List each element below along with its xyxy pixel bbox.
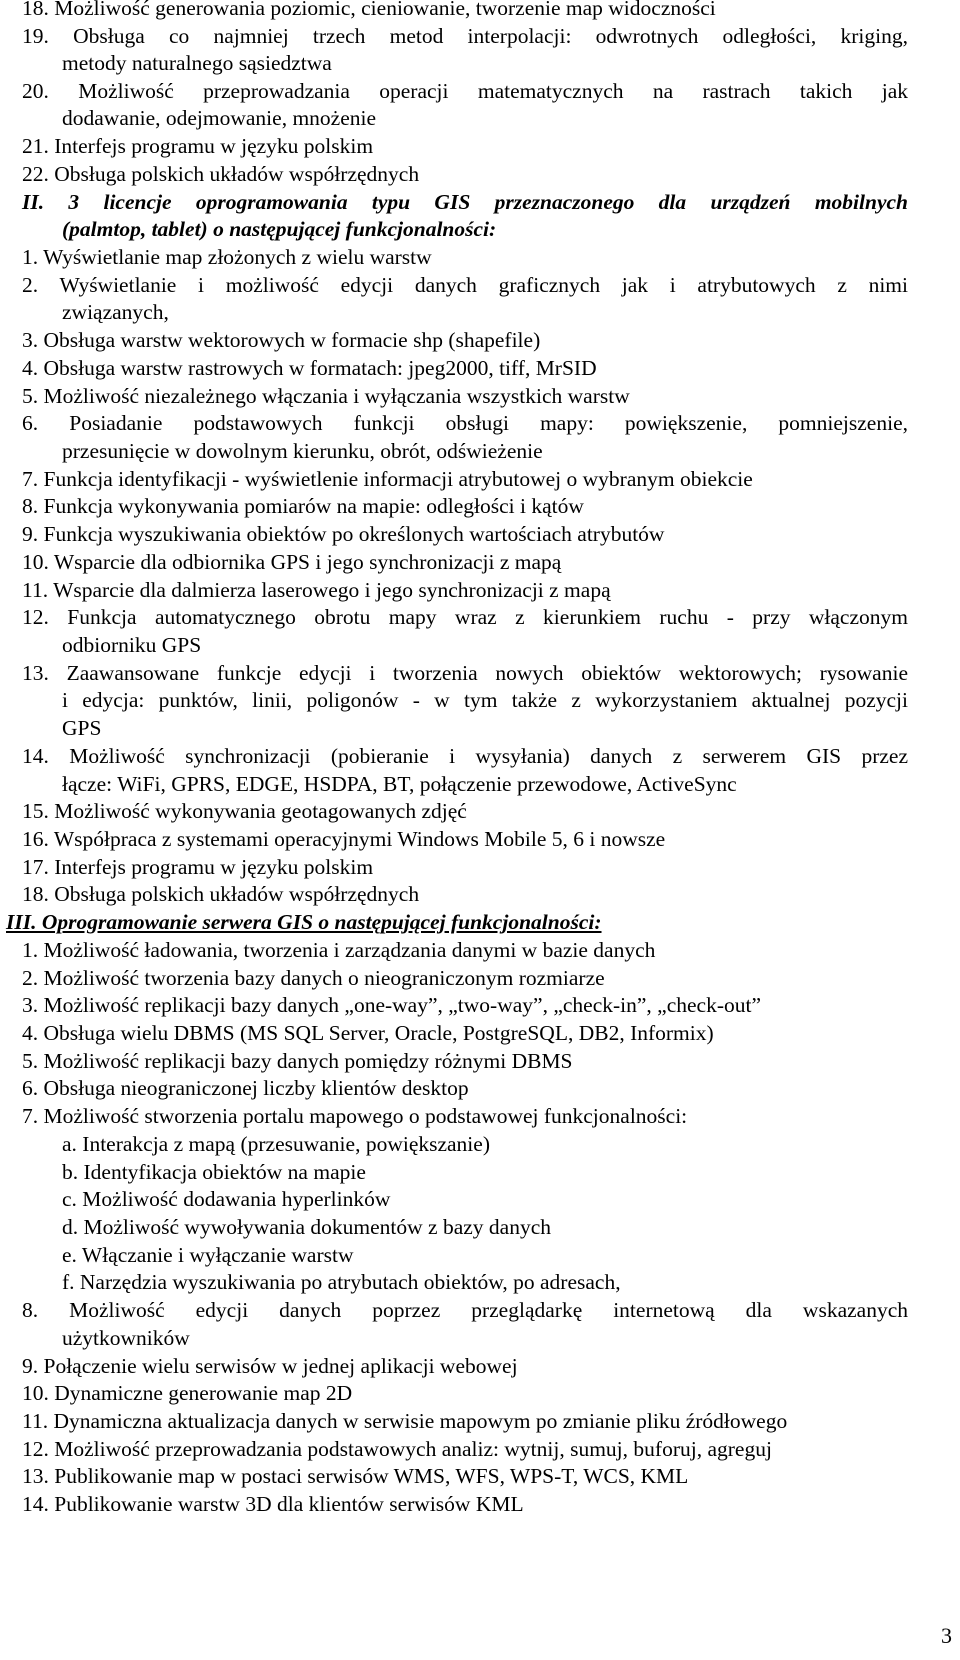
list-item: 9. Funkcja wyszukiwania obiektów po określonych wartościach atrybutów [22,522,665,546]
list-item: 6. Obsługa nieograniczonej liczby klientów desktop [22,1076,469,1100]
list-item: 19. Obsługa co najmniej trzech metod interpolacji: odwrotnych odległości, kriging, [22,24,908,48]
sub-list-item: e. Włączanie i wyłączanie warstw [62,1243,354,1267]
list-item: 11. Wsparcie dla dalmierza laserowego i jego synchronizacji z mapą [22,578,611,602]
list-item: 10. Dynamiczne generowanie map 2D [22,1381,353,1405]
section-heading-ii-continuation: (palmtop, tablet) o następującej funkcjonalności: [62,217,497,241]
list-item: 5. Możliwość replikacji bazy danych pomiędzy różnymi DBMS [22,1049,573,1073]
list-item: 2. Wyświetlanie i możliwość edycji danych graficznych jak i atrybutowych z nimi [22,273,908,297]
list-item: 17. Interfejs programu w języku polskim [22,855,374,879]
list-item: 13. Zaawansowane funkcje edycji i tworzenia nowych obiektów wektorowych; rysowanie [22,661,908,685]
list-item-continuation: użytkowników [62,1326,190,1350]
list-item-continuation: łącze: WiFi, GPRS, EDGE, HSDPA, BT, połączenie przewodowe, ActiveSync [62,772,737,796]
list-item: 2. Możliwość tworzenia bazy danych o nieograniczonym rozmiarze [22,966,605,990]
list-item: 4. Obsługa wielu DBMS (MS SQL Server, Oracle, PostgreSQL, DB2, Informix) [22,1021,714,1045]
list-item: 8. Możliwość edycji danych poprzez przeglądarkę internetową dla wskazanych [22,1298,908,1322]
list-item: 12. Możliwość przeprowadzania podstawowych analiz: wytnij, sumuj, buforuj, agreguj [22,1437,772,1461]
list-item-continuation: GPS [62,716,102,740]
list-item-continuation: związanych, [62,300,169,324]
list-item-continuation: dodawanie, odejmowanie, mnożenie [62,106,377,130]
list-item: 1. Wyświetlanie map złożonych z wielu warstw [22,245,432,269]
list-item: 1. Możliwość ładowania, tworzenia i zarządzania danymi w bazie danych [22,938,656,962]
list-item: 6. Posiadanie podstawowych funkcji obsługi mapy: powiększenie, pomniejszenie, [22,411,908,435]
list-item-continuation: metody naturalnego sąsiedztwa [62,51,332,75]
sub-list-item: c. Możliwość dodawania hyperlinków [62,1187,391,1211]
sub-list-item: f. Narzędzia wyszukiwania po atrybutach obiektów, po adresach, [62,1270,621,1294]
list-item: 20. Możliwość przeprowadzania operacji matematycznych na rastrach takich jak [22,79,908,103]
list-item: 8. Funkcja wykonywania pomiarów na mapie: odległości i kątów [22,494,584,518]
section-heading-iii: III. Oprogramowanie serwera GIS o następującej funkcjonalności: [6,910,602,934]
list-item-continuation: i edycja: punktów, linii, poligonów - w tym także z wykorzystaniem aktualnej pozycji [62,688,908,712]
list-item-continuation: przesunięcie w dowolnym kierunku, obrót, odświeżenie [62,439,543,463]
list-item: 18. Możliwość generowania poziomic, cieniowanie, tworzenie map widoczności [22,0,716,20]
list-item: 5. Możliwość niezależnego włączania i wyłączania wszystkich warstw [22,384,630,408]
list-item: 18. Obsługa polskich układów współrzędnych [22,882,420,906]
sub-list-item: a. Interakcja z mapą (przesuwanie, powiększanie) [62,1132,490,1156]
list-item: 12. Funkcja automatycznego obrotu mapy wraz z kierunkiem ruchu - przy włączonym [22,605,908,629]
list-item: 13. Publikowanie map w postaci serwisów WMS, WFS, WPS-T, WCS, KML [22,1464,689,1488]
list-item: 3. Obsługa warstw wektorowych w formacie shp (shapefile) [22,328,541,352]
list-item: 14. Możliwość synchronizacji (pobieranie i wysyłania) danych z serwerem GIS przez [22,744,908,768]
list-item: 10. Wsparcie dla odbiornika GPS i jego synchronizacji z mapą [22,550,562,574]
section-heading-ii: II. 3 licencje oprogramowania typu GIS przeznaczonego dla urządzeń mobilnych [22,190,908,214]
list-item: 9. Połączenie wielu serwisów w jednej aplikacji webowej [22,1354,518,1378]
page-number: 3 [941,1623,952,1648]
list-item: 14. Publikowanie warstw 3D dla klientów serwisów KML [22,1492,524,1516]
sub-list-item: b. Identyfikacja obiektów na mapie [62,1160,366,1184]
list-item: 22. Obsługa polskich układów współrzędnych [22,162,420,186]
list-item: 7. Możliwość stworzenia portalu mapowego o podstawowej funkcjonalności: [22,1104,688,1128]
list-item: 3. Możliwość replikacji bazy danych „one-way”, „two-way”, „check-in”, „check-out” [22,993,762,1017]
list-item: 16. Współpraca z systemami operacyjnymi Windows Mobile 5, 6 i nowsze [22,827,666,851]
list-item: 4. Obsługa warstw rastrowych w formatach: jpeg2000, tiff, MrSID [22,356,597,380]
list-item-continuation: odbiorniku GPS [62,633,202,657]
list-item: 15. Możliwość wykonywania geotagowanych zdjęć [22,799,467,823]
sub-list-item: d. Możliwość wywoływania dokumentów z bazy danych [62,1215,552,1239]
list-item: 21. Interfejs programu w języku polskim [22,134,374,158]
list-item: 11. Dynamiczna aktualizacja danych w serwisie mapowym po zmianie pliku źródłowego [22,1409,788,1433]
list-item: 7. Funkcja identyfikacji - wyświetlenie informacji atrybutowej o wybranym obiekcie [22,467,753,491]
